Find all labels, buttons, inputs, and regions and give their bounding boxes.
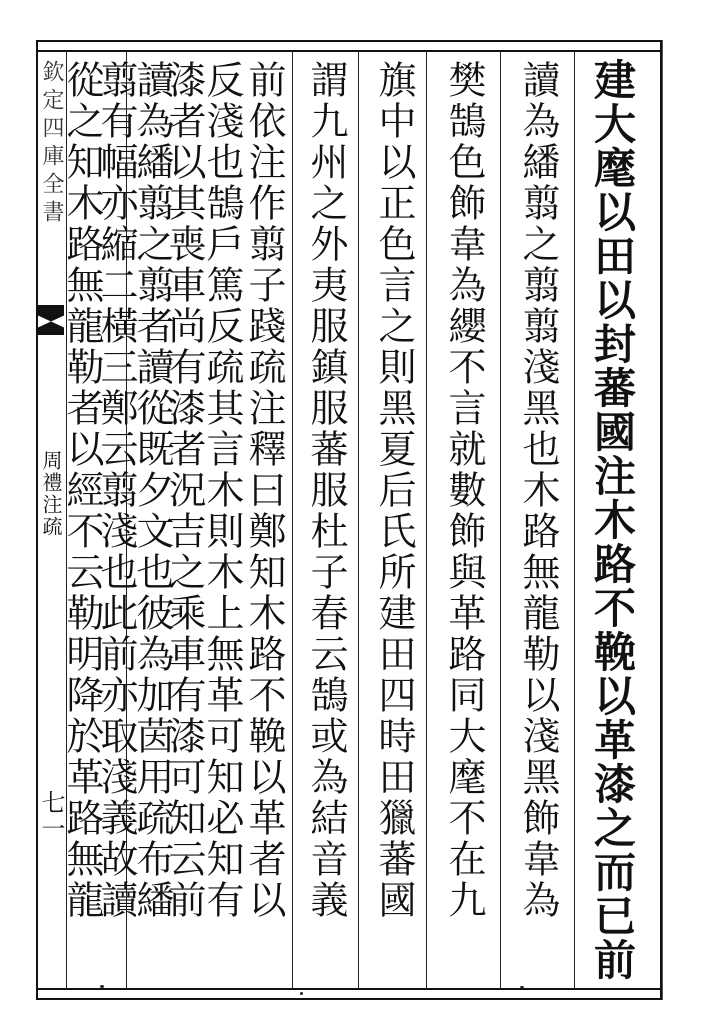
text-column-7: 反淺也鵠戶篤反疏其言木則木上無革可知必知有 (200, 60, 244, 921)
text-column-6: 前依注作翦子踐疏注釋曰鄭知木路不鞔以革者以 (242, 60, 286, 921)
frame-bottom-rule (36, 988, 662, 990)
column-rule (292, 52, 293, 988)
text-column-5: 謂九州之外夷服鎮服蕃服杜子春云鵠或為結音義 (304, 60, 348, 921)
margin-collection-title: 欽定四庫全書 (39, 60, 64, 228)
scan-speck (300, 992, 303, 995)
scan-speck (520, 986, 524, 988)
text-column-10: 翦有幅亦縮二橫三鄭云翦淺也此前亦取淺義故讀 (94, 60, 138, 921)
text-column-3: 樊鵠色飾韋為纓不言就數飾與革路同大麾不在九 (442, 60, 486, 921)
text-column-2: 讀為繙翦之翦翦淺黑也木路無龍勒以淺黑飾韋為 (516, 60, 560, 921)
text-column-4: 旗中以正色言之則黑夏后氏所建田四時田獵蕃國 (372, 60, 416, 921)
column-rule (358, 52, 359, 988)
text-column-8: 漆者以其喪車尚有漆者況吉之乘車有漆可知云前 (162, 60, 206, 921)
scan-speck (100, 985, 104, 988)
frame-top-rule (36, 50, 662, 52)
column-rule (574, 52, 575, 988)
text-column-11: 從之知木路無龍勒者以經不云勒明降於革路無龍 (60, 60, 104, 921)
page-right-edge (662, 40, 681, 1000)
text-column-1: 建大麾以田以封蕃國注木路不鞔以革漆之而已前 (588, 58, 637, 982)
column-rule (500, 52, 501, 988)
text-column-9: 讀為繙翦之翦者讀從既夕文也彼為加茵用疏布繙 (130, 60, 174, 921)
margin-book-title: 周禮注疏 (39, 450, 63, 538)
column-rule (426, 52, 427, 988)
margin-page-number: 七一 (37, 790, 65, 842)
